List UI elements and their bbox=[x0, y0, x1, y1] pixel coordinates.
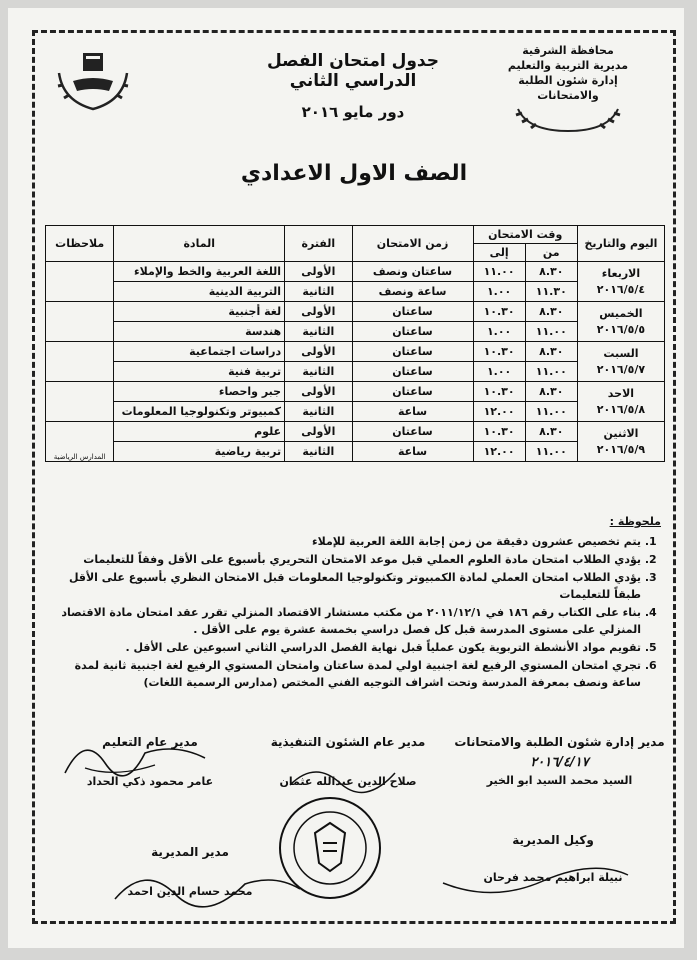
duration-cell: ساعة ونصف bbox=[352, 282, 473, 302]
subject-cell: كمبيوتر وتكنولوجيا المعلومات bbox=[114, 402, 285, 422]
note-item: 5. تقويم مواد الأنشطة التربوية يكون عملياً قبل نهاية الفصل الدراسي الثاني اسبوعين على الأقل . bbox=[51, 639, 641, 656]
subject-cell: علوم bbox=[114, 422, 285, 442]
subject-cell: تربية فنية bbox=[114, 362, 285, 382]
duration-cell: ساعتان bbox=[352, 322, 473, 342]
day-name: الاثنين bbox=[603, 426, 639, 440]
time-to: ١٠.٣٠ bbox=[473, 342, 525, 362]
day-cell bbox=[577, 262, 664, 302]
signature-title: مدير المديرية bbox=[151, 845, 229, 859]
time-to: ١١.٠٠ bbox=[473, 262, 525, 282]
day-date: ٢٠١٦/٥/٥ bbox=[596, 322, 646, 336]
period-cell: الأولى bbox=[285, 262, 352, 282]
ministry-logo-icon bbox=[53, 51, 133, 115]
period-cell: الأولى bbox=[285, 422, 352, 442]
table-row bbox=[46, 382, 665, 402]
time-to: ١٠.٣٠ bbox=[473, 422, 525, 442]
subject-cell: التربية الدينية bbox=[114, 282, 285, 302]
day-date: ٢٠١٦/٥/٩ bbox=[596, 442, 646, 456]
time-to: ١.٠٠ bbox=[473, 362, 525, 382]
time-from: ١١.٠٠ bbox=[525, 402, 577, 422]
duration-cell: ساعتان ونصف bbox=[352, 262, 473, 282]
organization-block bbox=[493, 43, 643, 133]
handwritten-date: ٢٠١٦/٤/١٧ bbox=[530, 755, 589, 770]
day-cell bbox=[577, 382, 664, 422]
day-name: الاحد bbox=[607, 386, 635, 400]
table-row bbox=[46, 422, 665, 442]
day-name: الخميس bbox=[599, 306, 643, 320]
period-cell: الأولى bbox=[285, 382, 352, 402]
time-from: ١١.٠٠ bbox=[525, 442, 577, 462]
time-from: ٨.٣٠ bbox=[525, 422, 577, 442]
duration-cell: ساعتان bbox=[352, 302, 473, 322]
handwritten-signature-icon bbox=[55, 723, 215, 783]
signature-title: مدير إدارة شئون الطلبة والامتحانات bbox=[454, 735, 665, 749]
time-to: ١٠.٣٠ bbox=[473, 302, 525, 322]
time-to: ١٢.٠٠ bbox=[473, 442, 525, 462]
note-item: 2. يؤدي الطلاب امتحان مادة العلوم العملي قبل موعد الامتحان التحريري بأسبوع على الأقل وفقاً للتعليمات bbox=[51, 551, 641, 568]
subject-cell: دراسات اجتماعية bbox=[114, 342, 285, 362]
signature-title: مدير عام الشئون التنفيذية bbox=[270, 735, 426, 749]
signature-name: صلاح الدين عبدالله عثمان bbox=[279, 775, 417, 788]
notes-cell bbox=[46, 382, 114, 422]
table-row bbox=[46, 282, 665, 302]
notes-cell: المدارس الرياضية bbox=[46, 422, 114, 462]
header-duration: زمن الامتحان bbox=[352, 226, 473, 262]
subject-cell: لغة أجنبية bbox=[114, 302, 285, 322]
table-row bbox=[46, 402, 665, 422]
note-item: 3. يؤدي الطلاب امتحان العملي لمادة الكمبيوتر وتكنولوجيا المعلومات قبل الامتحان النظري بأسبوع على الأقل طبقاً للتعليمات bbox=[51, 569, 641, 603]
header-period: الفترة bbox=[285, 226, 352, 262]
period-cell: الثانية bbox=[285, 402, 352, 422]
time-from: ٨.٣٠ bbox=[525, 382, 577, 402]
table-row bbox=[46, 302, 665, 322]
period-cell: الثانية bbox=[285, 282, 352, 302]
document-page bbox=[8, 8, 684, 948]
table-row bbox=[46, 342, 665, 362]
subject-cell: اللغة العربية والخط والإملاء bbox=[114, 262, 285, 282]
signature-name: محمد حسام الدين احمد bbox=[127, 885, 253, 898]
document-title: جدول امتحان الفصل الدراسي الثاني bbox=[266, 51, 440, 91]
time-from: ٨.٣٠ bbox=[525, 262, 577, 282]
header-exam-time: وقت الامتحان bbox=[473, 226, 577, 244]
document-border bbox=[32, 30, 676, 924]
day-cell bbox=[577, 342, 664, 382]
period-cell: الثانية bbox=[285, 322, 352, 342]
signature-name: عامر محمود ذكي الحداد bbox=[86, 775, 214, 788]
day-cell bbox=[577, 302, 664, 342]
org-line-2: مديرية التربية والتعليم bbox=[507, 59, 629, 72]
signature-name: السيد محمد السيد ابو الخير bbox=[486, 774, 633, 787]
period-cell: الأولى bbox=[285, 302, 352, 322]
grade-heading: الصف الاول الاعدادي bbox=[240, 161, 468, 186]
time-to: ١.٠٠ bbox=[473, 322, 525, 342]
duration-cell: ساعتان bbox=[352, 382, 473, 402]
table-row bbox=[46, 322, 665, 342]
signature-name: نبيلة ابراهيم محمد فرحان bbox=[483, 871, 623, 884]
org-line-3: إدارة شئون الطلبة والامتحانات bbox=[518, 74, 618, 102]
exam-session: دور مايو ٢٠١٦ bbox=[301, 103, 405, 121]
day-name: السبت bbox=[603, 346, 639, 360]
subject-cell: هندسة bbox=[114, 322, 285, 342]
notes-cell bbox=[46, 262, 114, 302]
day-date: ٢٠١٦/٥/٧ bbox=[596, 362, 646, 376]
header-to: إلى bbox=[473, 244, 525, 262]
time-from: ٨.٣٠ bbox=[525, 342, 577, 362]
header-subject: المادة bbox=[114, 226, 285, 262]
duration-cell: ساعة bbox=[352, 442, 473, 462]
period-cell: الثانية bbox=[285, 362, 352, 382]
time-from: ١١.٠٠ bbox=[525, 322, 577, 342]
notes-cell bbox=[46, 342, 114, 382]
handwritten-signature-icon bbox=[285, 755, 405, 795]
time-to: ١٢.٠٠ bbox=[473, 402, 525, 422]
notes-cell bbox=[46, 302, 114, 342]
notes-section bbox=[51, 513, 661, 692]
time-from: ١١.٠٠ bbox=[525, 362, 577, 382]
duration-cell: ساعتان bbox=[352, 342, 473, 362]
time-from: ١١.٣٠ bbox=[525, 282, 577, 302]
table-row bbox=[46, 262, 665, 282]
day-date: ٢٠١٦/٥/٨ bbox=[596, 402, 646, 416]
org-line-1: محافظة الشرقية bbox=[522, 44, 614, 57]
header-from: من bbox=[525, 244, 577, 262]
subject-cell: جبر واحصاء bbox=[114, 382, 285, 402]
period-cell: الأولى bbox=[285, 342, 352, 362]
duration-cell: ساعة bbox=[352, 402, 473, 422]
duration-cell: ساعتان bbox=[352, 362, 473, 382]
exam-schedule-table bbox=[45, 225, 665, 462]
time-to: ١.٠٠ bbox=[473, 282, 525, 302]
day-name: الاربعاء bbox=[601, 266, 641, 280]
title-block bbox=[233, 51, 473, 121]
table-row bbox=[46, 362, 665, 382]
official-seal-icon bbox=[275, 793, 385, 903]
subject-cell: تربية رياضية bbox=[114, 442, 285, 462]
time-to: ١٠.٣٠ bbox=[473, 382, 525, 402]
header-day: اليوم والتاريخ bbox=[577, 226, 664, 262]
handwritten-signature-icon bbox=[433, 863, 633, 903]
period-cell: الثانية bbox=[285, 442, 352, 462]
time-from: ٨.٣٠ bbox=[525, 302, 577, 322]
signature-title: مدير عام التعليم bbox=[102, 735, 198, 749]
signature-students-affairs bbox=[452, 735, 667, 787]
note-item: 4. بناء على الكتاب رقم ١٨٦ في ٢٠١١/١٢/١ من مكتب مستشار الاقتصاد المنزلي تقرر عقد امتحان مادة الاقتصاد المنزلي على مستوى المدرسة قبل كل فصل دراسي بخمسة عشرة يوم على الأقل . bbox=[51, 604, 641, 638]
day-date: ٢٠١٦/٥/٤ bbox=[596, 282, 646, 296]
note-item: 1. يتم تخصيص عشرون دقيقة من زمن إجابة اللغة العربية للإملاء bbox=[51, 533, 641, 550]
notes-title: ملحوظة : bbox=[609, 515, 661, 528]
header-notes: ملاحظات bbox=[46, 226, 114, 262]
duration-cell: ساعتان bbox=[352, 422, 473, 442]
signature-title: وكيل المديرية bbox=[512, 833, 594, 847]
note-item: 6. تجري امتحان المستوي الرفيع لغة اجنبية اولي لمدة ساعتان وامتحان المستوي الرفيع لغة اجنبية ثانية لمدة ساعة ونصف بمعرفة المدرسة وتحت اشراف التوجيه الفني المختص (مدارس الرسمية اللغات) bbox=[51, 657, 641, 691]
day-cell bbox=[577, 422, 664, 462]
table-row bbox=[46, 442, 665, 462]
laurel-wreath-icon bbox=[508, 107, 628, 133]
